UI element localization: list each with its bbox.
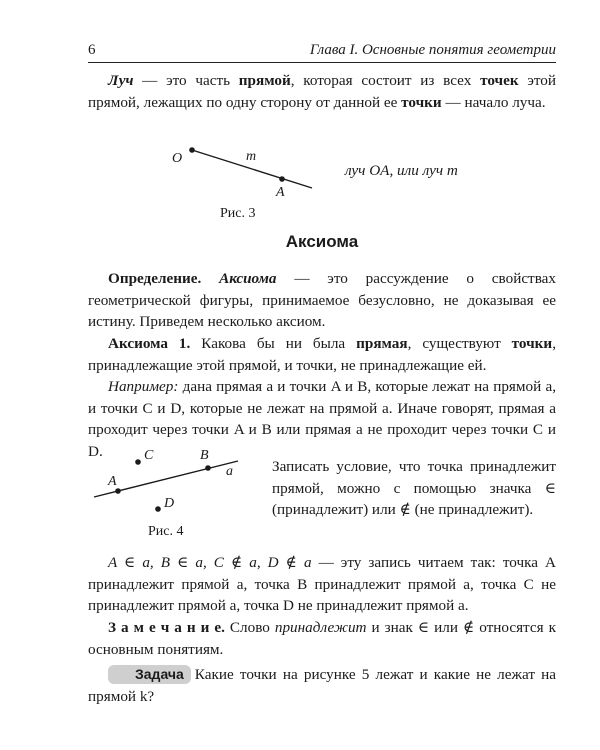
label-line-a: a xyxy=(226,464,233,479)
ray-bold-points: точек xyxy=(480,72,519,89)
remark-paragraph xyxy=(88,617,556,660)
label-a-fig4: A xyxy=(108,474,117,489)
point-o xyxy=(189,147,195,153)
axiom-definition xyxy=(88,268,556,333)
label-b-fig4: B xyxy=(200,448,209,463)
label-m: m xyxy=(246,149,257,164)
ray-text-2: , которая состоит из всех xyxy=(290,72,481,89)
ray-definition xyxy=(88,70,556,113)
remark-word: принадлежит xyxy=(274,619,367,636)
notation-formula: A ∈ a, B ∈ a, C ∉ a, D ∉ a xyxy=(108,554,312,571)
axiom-1-text-1: Какова бы ни была xyxy=(190,335,357,352)
point-b-on-line xyxy=(205,465,211,471)
label-d-fig4: D xyxy=(164,496,175,511)
remark-text-2: и знак ∈ или ∉ относятся к основным понятиям. xyxy=(88,619,556,658)
point-a xyxy=(279,176,285,182)
chapter-title: Глава I. Основные понятия геометрии xyxy=(309,42,556,58)
definition-term: Аксиома xyxy=(219,270,277,287)
task-text: Какие точки на рисунке 5 лежат и какие не лежат на прямой k? xyxy=(88,666,556,705)
figure-4-caption: Рис. 4 xyxy=(148,524,184,539)
label-a: A xyxy=(276,185,285,200)
example-text: дана прямая a и точки A и B, которые лежат на прямой a, и точки C и D, которые не лежат на прямой a. Иначе говорят, прямая a проходит через точки A и B или прямая a не проходит через точки C и D. xyxy=(88,378,556,460)
ray-text-1: — это часть xyxy=(133,72,239,89)
ray-term: Луч xyxy=(108,72,134,89)
point-a-on-line xyxy=(115,488,121,494)
ray-text-4: — начало луча. xyxy=(441,93,546,111)
definition-text: — это рассуждение о свойствах геометрической фигуры, принимаемое безусловно, не доказывая ее истину. Приведем несколько аксиом. xyxy=(88,270,556,330)
label-c-fig4: C xyxy=(144,448,154,463)
axiom-1-lead: Аксиома 1. xyxy=(108,335,191,352)
axiom-1-text-3: , принадлежащие этой прямой, и точки, не принадлежащие ей. xyxy=(88,335,556,374)
figure-4-side-text: Записать условие, что точка принадлежит прямой, можно с помощью значка ∈ (принадлежит) или ∉ (не принадлежит). xyxy=(272,458,556,518)
axiom-1-bold-line: прямая xyxy=(356,335,408,352)
section-title: Аксиома xyxy=(285,232,359,251)
ray-bold-point: точки xyxy=(401,93,442,111)
notation-text: — эту запись читаем так: точка A принадлежит прямой a, точка B принадлежит прямой a, точка C не принадлежит прямой a, точка D не принадлежит прямой a. xyxy=(88,554,556,614)
ray-bold-line: прямой xyxy=(238,72,291,89)
label-o: O xyxy=(172,151,183,166)
axiom-1 xyxy=(88,333,556,376)
remark-lead: З а м е ч а н и е. xyxy=(108,619,225,636)
point-d-off-line xyxy=(155,506,161,512)
remark-text-1: Слово xyxy=(224,619,275,636)
figure-3-side-text: луч OA, или луч m xyxy=(345,162,458,179)
figure-4-line xyxy=(88,445,248,525)
page-number: 6 xyxy=(88,42,96,58)
figure-3-ray xyxy=(160,138,330,208)
notation-paragraph xyxy=(88,552,556,617)
example-lead: Например: xyxy=(108,378,179,395)
axiom-1-bold-points: точки xyxy=(511,335,553,352)
definition-lead: Определение. xyxy=(108,270,202,287)
point-c-off-line xyxy=(135,459,141,465)
axiom-1-text-2: , существуют xyxy=(407,335,512,352)
ray-text-3: этой прямой, лежащих по одну сторону от данной ее xyxy=(88,72,557,111)
task-paragraph xyxy=(88,664,556,707)
task-badge: Задача xyxy=(108,665,191,684)
figure-3-caption: Рис. 3 xyxy=(220,206,256,221)
page-header xyxy=(88,40,556,63)
